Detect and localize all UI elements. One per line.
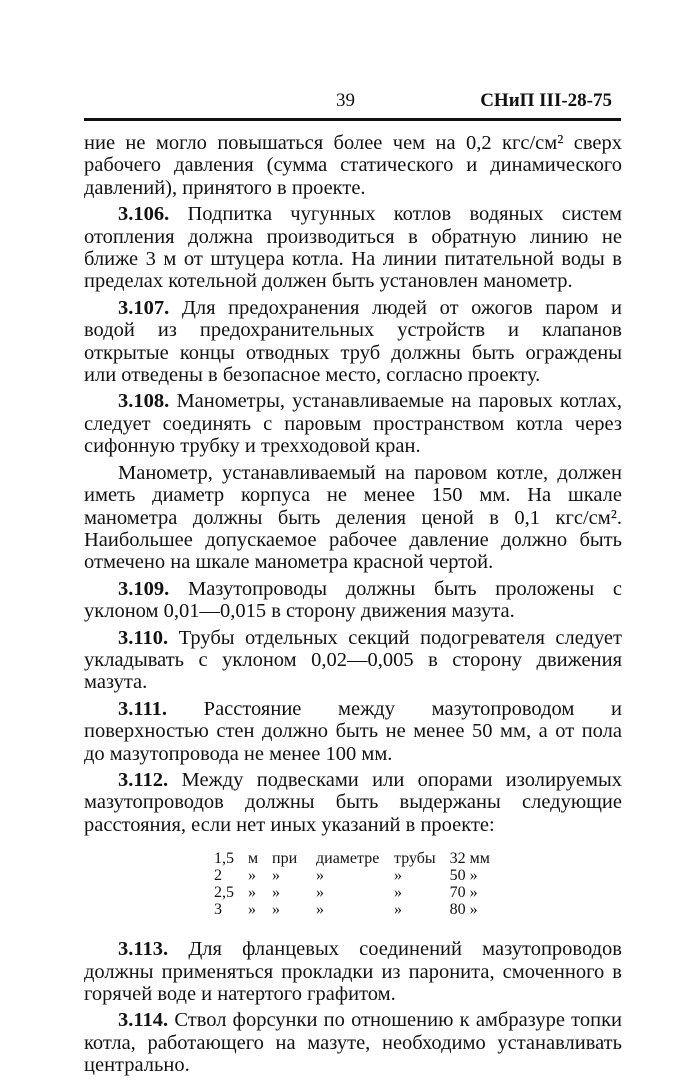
paragraph-text: ние не могло повышаться более чем на 0,2 кгс/см² сверх рабочего давления (сумма статического и динамического давлений), принятого в проекте. (84, 132, 622, 199)
paragraph-text: Для фланцевых соединений мазутопроводов должны применяться прокладки из паронита, смоченного в горячей воде и натертого графитом. (84, 938, 622, 1005)
table-cell: » (316, 884, 324, 902)
table-cell: » (469, 901, 478, 919)
table-cell: » (394, 901, 402, 919)
paragraph-text: Расстояние между мазутопроводом и поверхностью стен должно быть не менее 50 мм, а от пола до мазутопровода не менее 100 мм. (84, 697, 622, 765)
paragraph-text: Ствол форсунки по отношению к амбразуре топки котла, работающего на мазуте, необходимо устанавливать центрально. (84, 1009, 622, 1077)
paragraph-number: 3.113. (118, 938, 169, 961)
table-cell: 2,5 (214, 884, 234, 902)
paragraph-text: Манометры, устанавливаемые на паровых котлах, следует соединять с паровым пространством котла через сифонную трубку и трехходовой кран. (84, 390, 622, 458)
paragraph-3-108 (84, 390, 622, 457)
paragraph-number: 3.108. (118, 390, 170, 413)
paragraph-3-112 (84, 769, 622, 836)
paragraph-number: 3.110. (118, 626, 169, 649)
paragraph-number: 3.112. (118, 768, 169, 791)
table-cell: 80 (449, 901, 466, 919)
paragraph-number: 3.111. (118, 697, 167, 720)
table-cell: » (394, 884, 402, 902)
page-header (0, 86, 700, 116)
paragraph-3-106 (84, 203, 622, 293)
table-cell: 50 (449, 867, 466, 885)
table-row (212, 884, 496, 901)
table-cell: » (248, 901, 256, 919)
table-cell: » (248, 884, 256, 902)
table-cell: » (272, 867, 280, 885)
paragraph-number: 3.109. (118, 577, 170, 600)
spacing-table (212, 850, 622, 918)
table-cell: » (469, 867, 478, 885)
table-cell: » (316, 867, 324, 885)
table-cell: диаметре (316, 850, 380, 868)
table-cell: м (248, 850, 259, 868)
document-code: СНиП III-28-75 (480, 90, 612, 111)
table-cell: 2 (214, 867, 222, 885)
paragraph-manometer (84, 462, 622, 574)
table-cell: 70 (449, 884, 466, 902)
table-cell: » (272, 884, 280, 902)
table-cell: трубы (394, 850, 436, 868)
table-cell: » (469, 884, 478, 902)
paragraph-number: 3.107. (118, 296, 170, 319)
table-row (212, 901, 496, 918)
table-cell: 32 (449, 850, 466, 868)
header-rule (84, 118, 621, 121)
paragraph-text: Между подвесками или опорами изолируемых мазутопроводов должны быть выдержаны следующие расстояния, если нет иных указаний в проекте: (84, 768, 622, 836)
table-cell: мм (469, 850, 490, 868)
document-body (84, 132, 622, 1081)
paragraph-text: Трубы отдельных секций подогревателя следует укладывать с уклоном 0,02—0,005 в сторону движения мазута. (84, 626, 622, 694)
paragraph-continuation (84, 132, 622, 199)
table-cell: » (272, 901, 280, 919)
paragraph-3-114 (84, 1009, 622, 1076)
paragraph-3-110 (84, 627, 622, 694)
paragraph-number: 3.114. (118, 1009, 169, 1032)
paragraph-text: Манометр, устанавливаемый на паровом котле, должен иметь диаметр корпуса не менее 150 мм. На шкале манометра должны быть деления ценой в 0,1 кгс/см². Наибольшее допускаемое рабочее давление должно быть отмечено на шкале манометра красной чертой. (84, 461, 622, 574)
table-cell: 1,5 (214, 850, 234, 868)
paragraph-3-113 (84, 938, 622, 1005)
table-cell: » (394, 867, 402, 885)
table-cell: » (248, 867, 256, 885)
paragraph-number: 3.106. (118, 203, 170, 226)
table-row (212, 850, 496, 867)
paragraph-3-111 (84, 698, 622, 765)
paragraph-text: Подпитка чугунных котлов водяных систем отопления должна производиться в обратную линию не ближе 3 м от штуцера котла. На линии питательной воды в пределах котельной должен быть установлен манометр. (84, 203, 622, 293)
paragraph-3-107 (84, 297, 622, 387)
table-row (212, 867, 496, 884)
paragraph-text: Для предохранения людей от ожогов паром и водой из предохранительных устройств и клапанов открытые концы отводных труб должны быть ограждены или отведены в безопасное место, согласно проекту. (84, 296, 622, 387)
paragraph-text: Мазутопроводы должны быть проложены с уклоном 0,01—0,015 в сторону движения мазута. (84, 577, 622, 623)
paragraph-3-109 (84, 578, 622, 623)
page-number: 39 (336, 90, 355, 111)
table-cell: при (272, 850, 298, 868)
table-cell: » (316, 901, 324, 919)
table-cell: 3 (214, 901, 222, 919)
